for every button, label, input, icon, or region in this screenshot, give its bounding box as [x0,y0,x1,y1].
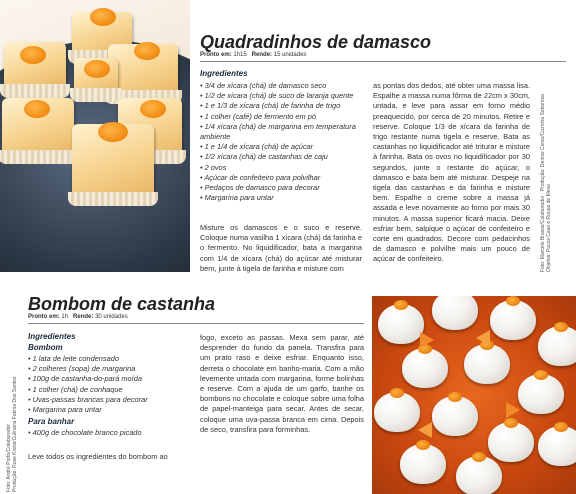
coating-ingredients-list [28,428,188,438]
method-column-2: fogo, exceto as passas. Mexa sem parar, até desprender do fundo da panela. Transfira para um prato raso e deixe esfriar. Enquanto isso, derreta o chocolate em banho-maria. Com a mão levemente untada com margarina, forme bolinhas e reserve. Com a ajuda de um garfo, banhe os bombons no chocolate e coloque sobre uma folha de papel-manteiga para secar. Antes de secar, coloque uma uva-passa branca em cima. Depois de seco, transfira para forminhas. [200,333,364,434]
ingredient-item: • Pedaços de damasco para decorar [200,183,320,193]
title-divider [200,61,566,62]
ingredient-item: • 1 e 1/4 de xícara (chá) de açúcar [200,142,314,152]
ingredient-item: ambiente [200,132,231,142]
photo-credit: Foto: Marcelo Brasse/Colaborador · Produção: Denise Corso/Cozinha Saborosa Objetos: Pucca Casa e Roupa de Mesa [540,94,552,272]
white-bonbon [432,296,478,330]
ingredients-heading: Ingredientes [200,69,248,78]
ingredient-item: • 1/2 xícara (chá) de castanhas de caju [200,152,328,162]
ingredients-list [200,81,370,203]
ribbon-shape [420,332,434,348]
recipe-meta: Pronto em: 1h15 Rende: 15 unidades [200,52,307,58]
apricot-square [74,58,118,94]
ingredient-item: • 1 colher (chá) de conhaque [28,384,123,394]
ingredient-item: • 1 e 1/3 de xícara (chá) de farinha de trigo [200,101,341,111]
ingredient-item: • 2 colheres (sopa) de margarina [28,364,136,374]
ingredient-item: • 3/4 de xícara (chá) de damasco seco [200,81,327,90]
recipe-title: Bombom de castanha [28,294,216,314]
ingredient-item: • 2 ovos [200,162,227,172]
ingredient-item: • 1 colher (café) de fermento em pó [200,111,316,121]
white-bonbon [464,344,510,384]
white-bonbon [402,348,448,388]
white-bonbon [490,300,536,340]
ingredient-item: • Uvas-passas brancas para decorar [28,394,148,404]
title-divider [28,323,364,324]
ingredient-item: • 100g de castanha-do-pará moída [28,374,142,384]
method-column-2: as pontas dos dedos, até obter uma massa lisa. Espalhe a massa numa fôrma de 22cm x 30cm, untada, e leve para assar em forno médio preaquecido, por cerca de 20 minutos. Retire e reserve. Coloque 1/3 de xícara da farinha de trigo restante numa tigela e reserve. Bata as castanhas no liquidificador até triturar e misture à farinha. Bata os ovos no liquidificador por 30 segundos, junte o restante do açúcar, o damasco e bata bem até misturar. Despeje na tigela das castanhas e da farinha e misture bem. Espalhe o creme sobre a massa já assada e leve novamente ao forno por mais 30 minutos. A massa superior ficará macia. Deixe esfriar bem, salpique o açúcar de confeiteiro e corte em quadrados. Decore com pedacinhos de damasco e polvilhe mais um pouco de açúcar de confeiteiro. [373,81,530,264]
white-bonbon [488,422,534,462]
ingredient-item: • 1/2 de xícara (chá) de suco de laranja quente [200,91,354,101]
ingredients-heading: Ingredientes [28,332,76,341]
white-bonbon [456,456,502,494]
bombom-ingredients-list [28,354,188,415]
white-bonbon [538,426,576,466]
ribbon-shape [506,402,520,418]
coating-heading: Para banhar [28,417,75,426]
apricot-square [72,124,154,198]
recipe-title: Quadradinhos de damasco [200,32,432,52]
chestnut-bonbons-photo [372,296,576,494]
apricot-squares-photo [0,0,190,272]
white-bonbon [378,304,424,344]
ingredient-item: • Açúcar de confeiteiro para polvilhar [200,172,321,182]
ingredient-item: • Margarina para untar [200,193,274,203]
apricot-square [4,42,66,90]
white-bonbon [538,326,576,366]
photo-credit: Foto: André Porto/Colaborador Produção: Rose Krebs/Culinária Fatima Dos Santos [6,376,18,492]
ingredient-item: • 1 lata de leite condensado [28,354,119,363]
ingredient-item: • Margarina para untar [28,405,102,415]
recipe-meta: Pronto em: 1h Rende: 30 unidades [28,314,128,320]
ribbon-shape [476,330,490,346]
white-bonbon [432,396,478,436]
white-bonbon [400,444,446,484]
bombom-heading: Bombom [28,343,63,352]
ingredient-item: • 400g de chocolate branco picado [28,428,142,437]
ingredient-item: • 1/4 xícara (chá) de margarina em temperatura [200,121,356,131]
apricot-square [2,98,74,156]
ribbon-shape [418,422,432,438]
white-bonbon [518,374,564,414]
method-column-1: Leve todos os ingredientes do bombom ao [28,452,168,461]
white-bonbon [374,392,420,432]
method-column-1: Misture os damascos e o suco e reserve. Coloque numa vasilha 1 xícara (chá) da farinha e o fermento. No liquidificador, bata a margarina com 1/4 de xícara (chá) do açúcar até misturar bem, junte à tigela de farinha e misture com [200,223,362,273]
